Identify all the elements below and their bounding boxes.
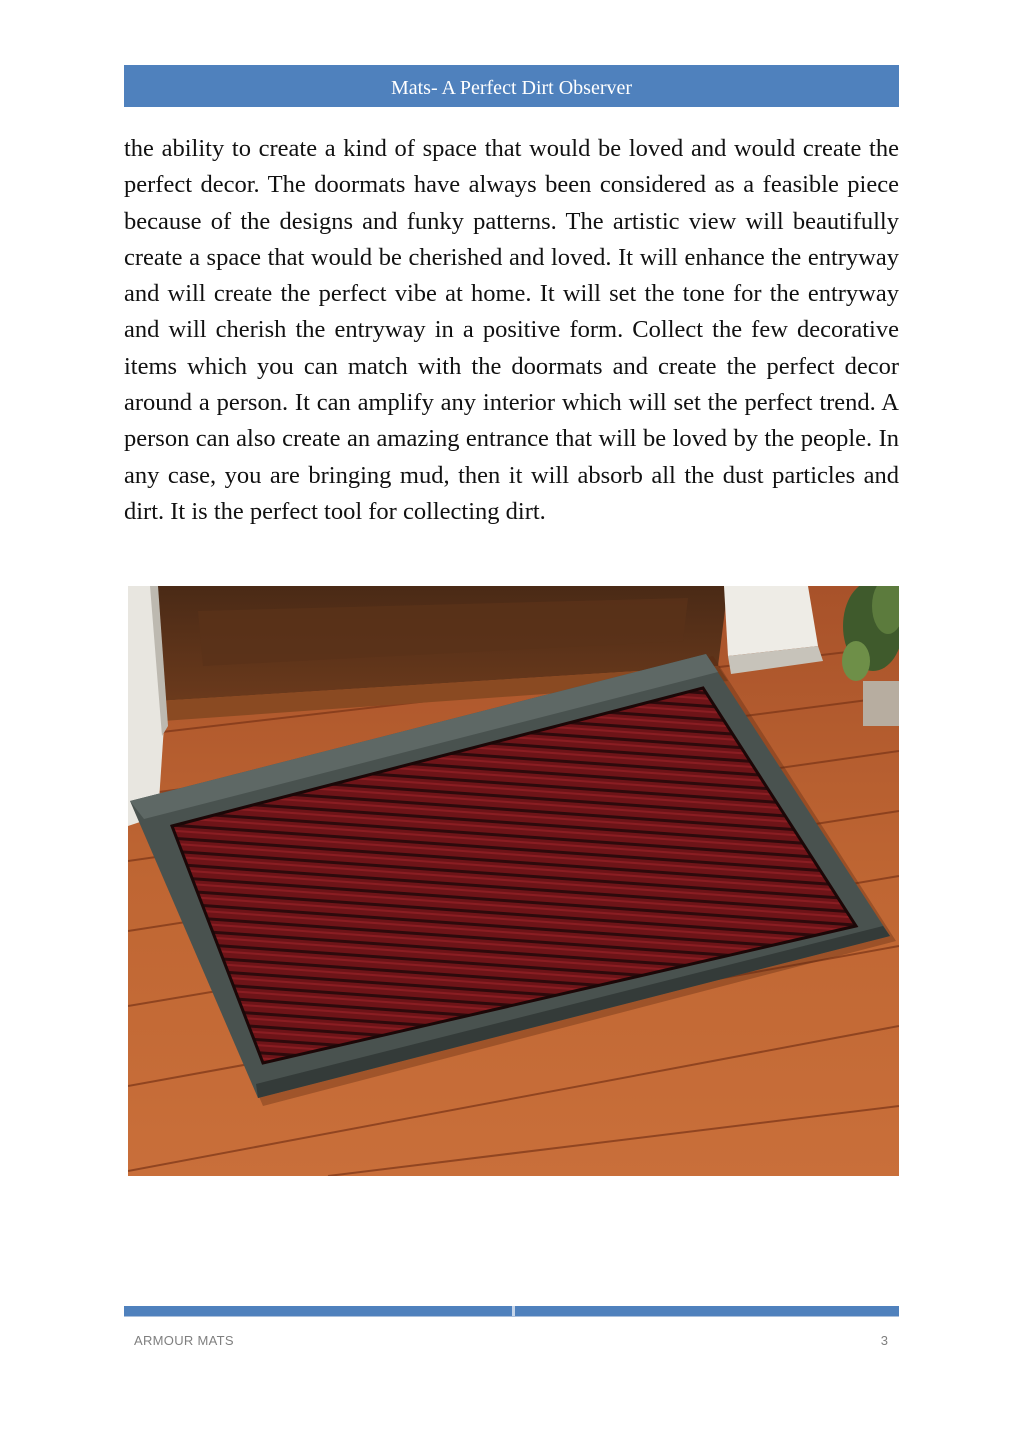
footer-rule [124, 1306, 899, 1317]
footer-rule-divider [512, 1306, 515, 1316]
footer-company-name: ARMOUR MATS [134, 1333, 234, 1348]
doormat-photo [128, 586, 899, 1176]
page-header-bar [124, 65, 899, 107]
page-header-title: Mats- A Perfect Dirt Observer [390, 77, 633, 99]
body-paragraph: the ability to create a kind of space that would be loved and would create the perfect decor. The doormats have always been considered as a feasible piece because of the designs and funky patterns. The artistic view will beautifully create a space that would be cherished and loved. It will enhance the entryway and will create the perfect vibe at home. It will set the tone for the entryway and will cherish the entryway in a positive form. Collect the few decorative items which you can match with the doormats and create the perfect decor around a person. It can amplify any interior which will set the perfect trend. A person can also create an amazing entrance that will be loved by the people. In any case, you are bringing mud, then it will absorb all the dust particles and dirt. It is the perfect tool for collecting dirt. [124, 135, 899, 525]
footer-page-number: 3 [880, 1333, 888, 1348]
